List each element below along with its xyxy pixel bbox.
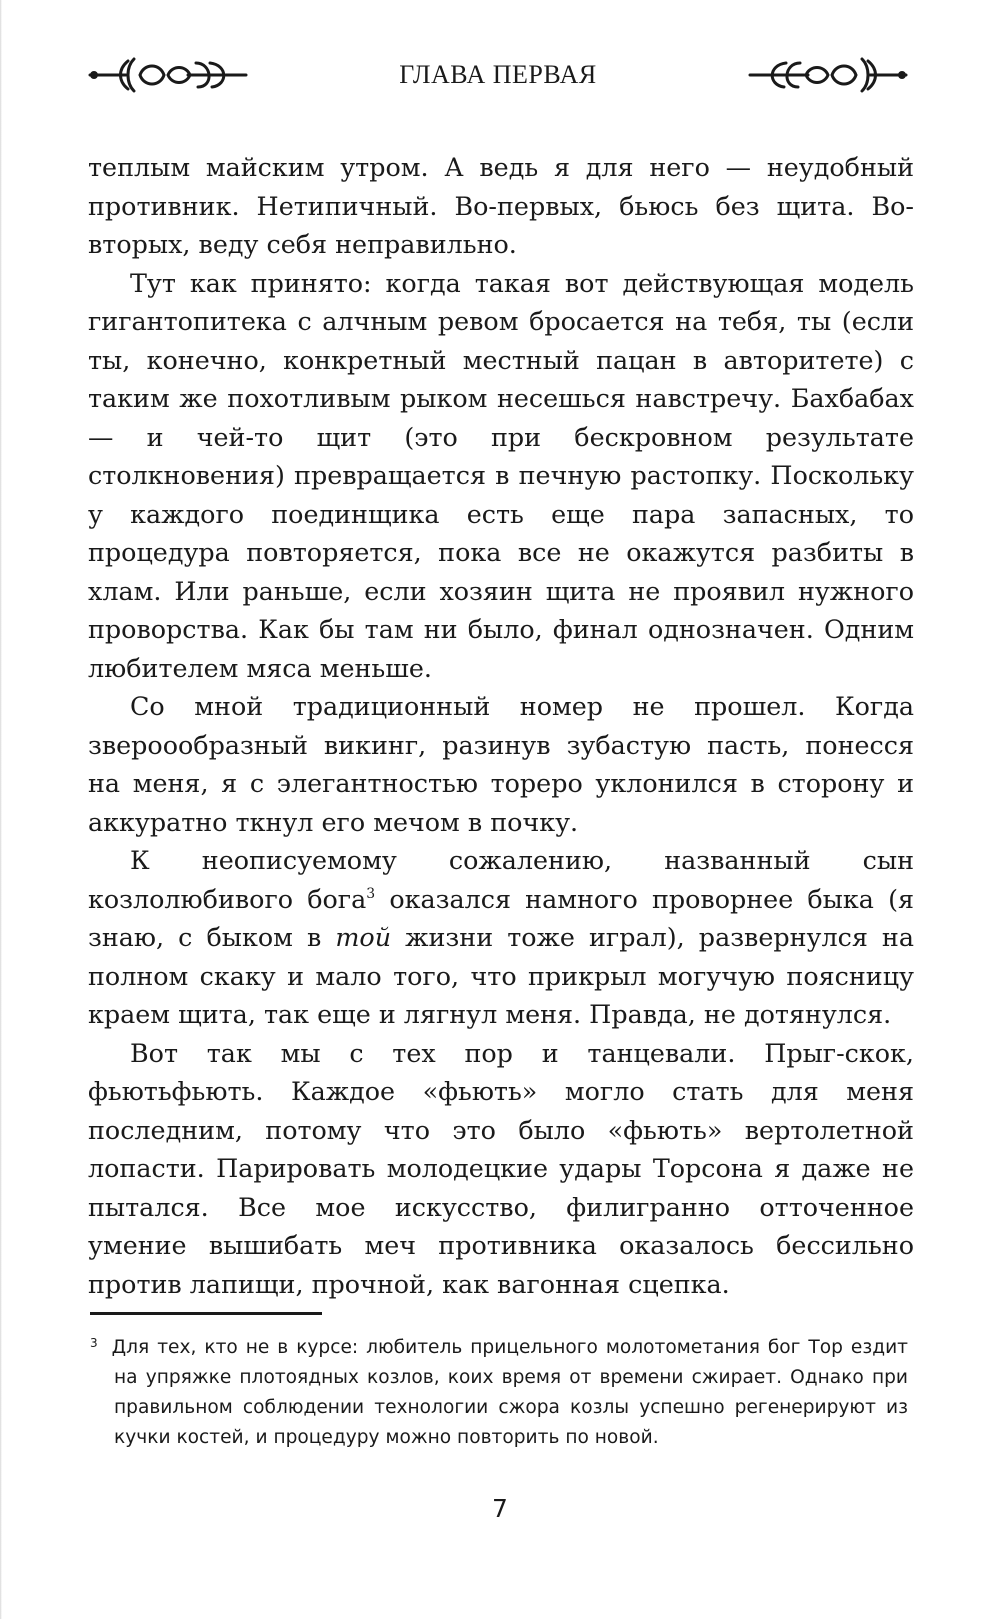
paragraph-4-italic: той: [335, 922, 392, 952]
paragraph-4: [88, 841, 914, 1034]
paragraph-5: Вот так мы с тех пор и танцевали. Прыг-скок, фьютьфьють. Каждое «фьють» могло стать для меня последним, потому что это было «фьють» вертолетной лопасти. Парировать молодецкие удары Торсона я даже не пытался. Все мое искусство, филигранно отточенное умение вышибать меч противника оказалось бессильно против лапищи, прочной, как вагонная сцепка.: [88, 1037, 914, 1299]
footnote-body: [90, 1328, 908, 1453]
footnote-reference[interactable]: 3: [366, 885, 376, 902]
page-number: 7: [492, 1494, 508, 1523]
paragraph-4-part-3: жизни тоже играл), развернулся на полном скаку и мало того, что прикрыл могучую поясницу краем щита, так еще и лягнул меня. Правда, не дотянулся.: [88, 922, 914, 1029]
body-text: [88, 148, 914, 1303]
footnote-text: Для тех, кто не в курсе: любитель прицельного молотометания бог Тор ездит на упряжке плотоядных козлов, коих время от времени сжирает. Однако при правильном соблюдении технологии сжора козлы успешно регенерируют из кучки костей, и процедуру можно повторить по новой.: [111, 1337, 908, 1448]
footnote-rule: [90, 1312, 322, 1315]
right-ornament-icon: [748, 55, 908, 95]
footnote-mark: 3: [90, 1336, 98, 1350]
paragraph-4-part-2: оказался намного проворнее быка (я знаю, с быком в: [88, 883, 914, 952]
chapter-title: ГЛАВА ПЕРВАЯ: [399, 60, 597, 89]
left-ornament-icon: [88, 55, 248, 95]
paragraph-4-part-1: К неописуемому сожалению, названный сын козлолюбивого бога: [88, 845, 914, 914]
paragraph-1: теплым майским утром. А ведь я для него — неудобный противник. Нетипичный. Во-первых, бьюсь без щита. Во-вторых, веду себя неправильно.: [88, 152, 914, 259]
footnote: [90, 1328, 908, 1453]
running-head: [88, 52, 908, 98]
paragraph-2: Тут как принято: когда такая вот действующая модель гигантопитека с алчным ревом бросается на тебя, ты (если ты, конечно, конкретный местный пацан в авторитете) с таким же похотливым рыком несешься навстречу. Бахбабах — и чей-то щит (это при бескровном результате столкновения) превращается в печную растопку. Поскольку у каждого поединщика есть еще пара запасных, то процедура повторяется, пока все не окажутся разбиты в хлам. Или раньше, если хозяин щита не проявил нужного проворства. Как бы там ни было, финал однозначен. Одним любителем мяса меньше.: [88, 267, 914, 683]
page-edge: [0, 0, 2, 1619]
paragraph-3: Со мной традиционный номер не прошел. Когда звероообразный викинг, разинув зубастую пасть, понесся на меня, я с элегантностью тореро уклонился в сторону и аккуратно ткнул его мечом в почку.: [88, 691, 914, 837]
